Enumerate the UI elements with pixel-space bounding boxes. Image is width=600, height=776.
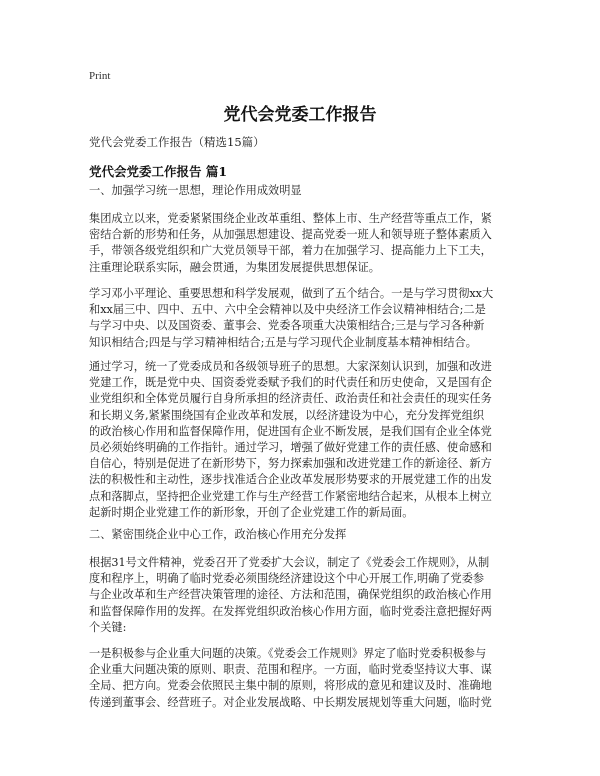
paragraph-line: 全局、把方向。党委会依照民主集中制的原则，将形成的意见和建议及时、准确地 bbox=[89, 679, 492, 693]
paragraph-line: 一、加强学习统一思想，理论作用成效明显 bbox=[89, 184, 302, 197]
section-heading: 党代会党委工作报告 篇1 bbox=[89, 164, 228, 179]
paragraph-line: 起新时期企业党建工作的新形象，开创了企业党建工作的新局面。 bbox=[89, 505, 414, 519]
paragraph-line: 法的积极性和主动性，逐步找准适合企业改革发展形势要求的开展党建工作的出发 bbox=[89, 473, 492, 487]
paragraph-line: 通过学习，统一了党委成员和各级领导班子的思想。大家深刻认识到，加强和改进 bbox=[89, 360, 492, 373]
paragraph-line: 业党组织和全体党员履行自身所承担的经济责任、政治责任和社会责任的现实任务 bbox=[89, 392, 492, 406]
paragraph-line: 和长期义务,紧紧围绕国有企业改革和发展，以经济建设为中心，充分发挥党组织 bbox=[89, 408, 485, 422]
paragraph-line: 与学习中央、以及国资委、董事会、党委各项重大决策相结合;三是与学习各种新 bbox=[89, 319, 485, 333]
paragraph-line: 手，带领各级党组织和广大党员领导干部，着力在加强学习、提高能力上下工夫， bbox=[89, 244, 492, 258]
paragraph-line: 员必须始终明确的工作指针。通过学习，增强了做好党建工作的责任感、使命感和 bbox=[89, 441, 492, 455]
heading-one bbox=[89, 183, 513, 199]
paragraph bbox=[89, 359, 513, 521]
paragraph-line: 点和落脚点，坚持把企业党建工作与生产经营工作紧密地结合起来，从根本上树立 bbox=[89, 489, 492, 503]
paragraph-line: 度和程序上，明确了临时党委必须围绕经济建设这个中心开展工作,明确了党委参 bbox=[89, 572, 485, 586]
paragraph-line: 自信心，特别是促进了在新形势下，努力探索加强和改进党建工作的新途径、新方 bbox=[89, 457, 492, 471]
paragraph-line: 和监督保障作用的发挥。在发挥党组织政治核心作用方面，临时党委注意把握好两 bbox=[89, 604, 492, 618]
paragraph-line: 个关键: bbox=[89, 620, 127, 634]
document-subtitle: 党代会党委工作报告（精选15篇） bbox=[89, 135, 265, 149]
paragraph-line: 密结合新的形势和任务，从加强思想建设、提高党委一班人和领导班子整体素质入 bbox=[89, 228, 492, 242]
paragraph-line: 一是积极参与企业重大问题的决策。《党委会工作规则》界定了临时党委积极参与 bbox=[89, 647, 487, 660]
paragraph-line: 和xx届三中、四中、五中、六中全会精神以及中央经济工作会议精神相结合;二是 bbox=[89, 303, 486, 317]
paragraph bbox=[89, 555, 513, 636]
paragraph bbox=[89, 286, 513, 351]
paragraph-line: 企业重大问题决策的原则、职责、范围和程序。一方面，临时党委坚持议大事、谋 bbox=[89, 663, 492, 677]
print-link[interactable]: Print bbox=[89, 70, 111, 82]
paragraph-line: 集团成立以来，党委紧紧围绕企业改革重组、整体上市、生产经营等重点工作，紧 bbox=[89, 212, 492, 225]
paragraph-line: 党建工作，既是党中央、国资委党委赋予我们的时代责任和历史使命，又是国有企 bbox=[89, 376, 492, 390]
document-title: 党代会党委工作报告 bbox=[223, 105, 377, 125]
paragraph-line: 知识相结合;四是与学习精神相结合;五是与学习现代企业制度基本精神相结合。 bbox=[89, 335, 477, 349]
paragraph bbox=[89, 211, 513, 276]
heading-two bbox=[89, 527, 513, 543]
paragraph-line: 学习邓小平理论、重要思想和科学发展观，做到了五个结合。一是与学习贯彻xx大 bbox=[89, 287, 494, 300]
paragraph bbox=[89, 646, 513, 711]
paragraph-line: 二、紧密围绕企业中心工作，政治核心作用充分发挥 bbox=[89, 528, 347, 541]
paragraph-line: 根据31号文件精神，党委召开了党委扩大会议，制定了《党委会工作规则》，从制 bbox=[89, 556, 490, 569]
paragraph-line: 的政治核心作用和监督保障作用，促进国有企业不断发展，是我们国有企业全体党 bbox=[89, 424, 492, 438]
paragraph-line: 与企业改革和生产经营决策管理的途径、方法和范围，确保党组织的政治核心作用 bbox=[89, 588, 492, 602]
paragraph-line: 注重理论联系实际，融会贯通，为集团发展提供思想保证。 bbox=[89, 260, 380, 274]
paragraph-line: 传递到董事会、经营班子。对企业发展战略、中长期发展规划等重大问题，临时党 bbox=[89, 695, 492, 709]
